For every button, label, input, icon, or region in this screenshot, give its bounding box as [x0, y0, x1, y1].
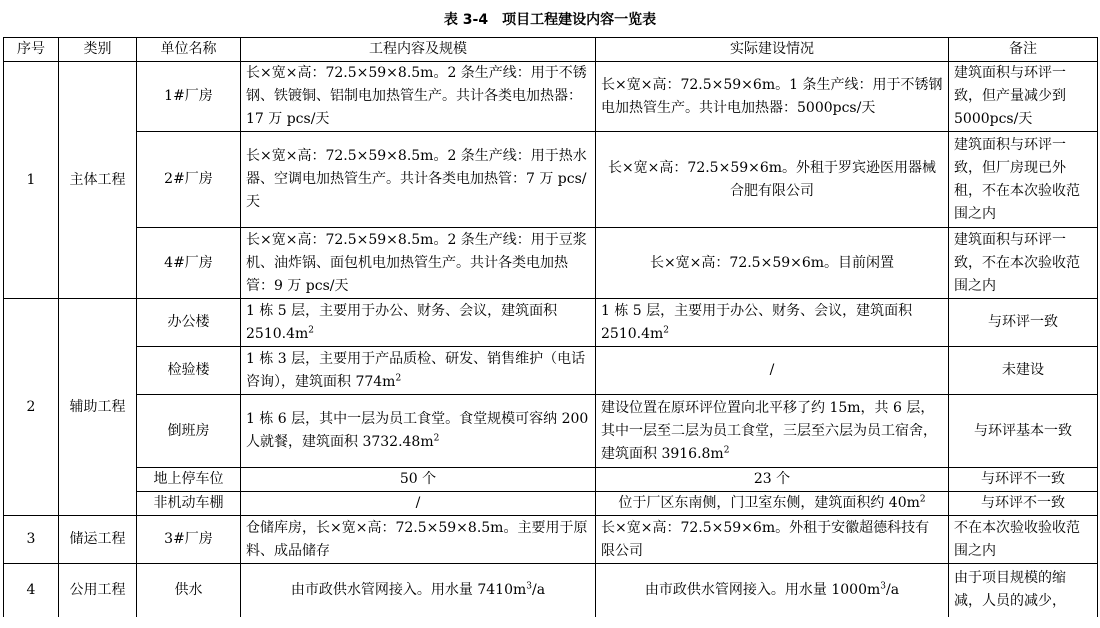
header-scope: 工程内容及规模: [241, 38, 596, 62]
table-row: [4, 468, 1098, 492]
actual-cell: 长×宽×高：72.5×59×6m。1 条生产线：用于不锈钢电加热管生产。共计电加热器：5000pcs/天: [596, 62, 949, 132]
group-category: 储运工程: [59, 516, 137, 564]
actual-text: 建设位置在原环评位置向北平移了约 15m，共 6 层，其中一层至二层为员工食堂，三层至六层为员工宿舍，建筑面积 3916.8m: [601, 399, 937, 462]
scope-cell: 长×宽×高：72.5×59×8.5m。2 条生产线：用于热水器、空调电加热管生产。共计各类电加热管：7 万 pcs/天: [241, 132, 596, 228]
scope-cell: 长×宽×高：72.5×59×8.5m。2 条生产线：用于不锈钢、铁镀铜、铝制电加热管生产。共计各类电加热器：17 万 pcs/天: [241, 62, 596, 132]
unit-name: 2#厂房: [137, 132, 241, 228]
table-row: [4, 62, 1098, 132]
remark-cell: 由于项目规模的缩减，人员的减少，: [949, 564, 1098, 617]
unit-name: 检验楼: [137, 347, 241, 395]
header-remark: 备注: [949, 38, 1098, 62]
actual-text: 由市政供水管网接入。用水量 1000m: [644, 581, 881, 598]
table-row: [4, 492, 1098, 516]
table-row: [4, 299, 1098, 347]
scope-cell: [241, 347, 596, 395]
remark-cell: 与环评一致: [949, 299, 1098, 347]
remark-cell: 建筑面积与环评一致，但产量减少到 5000pcs/天: [949, 62, 1098, 132]
table-title: 项目工程建设内容一览表: [502, 12, 657, 28]
group-no: 2: [4, 299, 59, 516]
actual-cell: [596, 492, 949, 516]
scope-cell: /: [241, 492, 596, 516]
actual-cell: [596, 564, 949, 617]
actual-cell: /: [596, 347, 949, 395]
scope-text: 1 栋 5 层，主要用于办公、财务、会议，建筑面积 2510.4m: [246, 302, 558, 342]
unit-superscript: 2: [433, 433, 440, 444]
unit-name: 办公楼: [137, 299, 241, 347]
actual-cell: [596, 395, 949, 468]
scope-cell: 仓储库房，长×宽×高：72.5×59×8.5m。主要用于原料、成品储存: [241, 516, 596, 564]
unit-name: 地上停车位: [137, 468, 241, 492]
unit-superscript: 2: [723, 444, 730, 455]
table-row: [4, 347, 1098, 395]
actual-cell: 长×宽×高：72.5×59×6m。外租于安徽超德科技有限公司: [596, 516, 949, 564]
scope-cell: 50 个: [241, 468, 596, 492]
group-no: 4: [4, 564, 59, 617]
remark-cell: 与环评基本一致: [949, 395, 1098, 468]
table-caption: [0, 0, 1100, 35]
construction-content-table: [3, 37, 1098, 617]
unit-superscript: 2: [395, 372, 402, 383]
group-category: 辅助工程: [59, 299, 137, 516]
remark-cell: 未建设: [949, 347, 1098, 395]
unit-superscript: 2: [919, 494, 926, 505]
actual-text: 1 栋 5 层，主要用于办公、财务、会议，建筑面积 2510.4m: [601, 302, 913, 342]
unit-superscript: 2: [308, 324, 314, 335]
header-unit: 单位名称: [137, 38, 241, 62]
actual-cell: 长×宽×高：72.5×59×6m。目前闲置: [596, 228, 949, 299]
table-row: [4, 516, 1098, 564]
actual-cell: 长×宽×高：72.5×59×6m。外租于罗宾逊医用器械合肥有限公司: [596, 132, 949, 228]
table-row: [4, 395, 1098, 468]
header-category: 类别: [59, 38, 137, 62]
unit-name: 3#厂房: [137, 516, 241, 564]
remark-cell: 与环评不一致: [949, 492, 1098, 516]
scope-cell: [241, 395, 596, 468]
remark-cell: 不在本次验收验收范围之内: [949, 516, 1098, 564]
group-category: 主体工程: [59, 62, 137, 299]
group-no: 1: [4, 62, 59, 299]
actual-text: 位于厂区东南侧，门卫室东侧，建筑面积约 40m: [618, 495, 920, 511]
header-no: 序号: [4, 38, 59, 62]
scope-cell: [241, 299, 596, 347]
table-row: [4, 228, 1098, 299]
scope-cell: [241, 564, 596, 617]
unit-name: 倒班房: [137, 395, 241, 468]
scope-text: 由市政供水管网接入。用水量 7410m: [290, 581, 527, 598]
table-row: [4, 132, 1098, 228]
unit-superscript: 3: [526, 581, 532, 592]
remark-cell: 与环评不一致: [949, 468, 1098, 492]
actual-unit-tail: /a: [886, 581, 900, 598]
scope-cell: 长×宽×高：72.5×59×8.5m。2 条生产线：用于豆浆机、油炸锅、面包机电加热管生产。共计各类电加热管：9 万 pcs/天: [241, 228, 596, 299]
header-row: [4, 38, 1098, 62]
scope-unit-tail: /a: [532, 581, 546, 598]
scope-text: 1 栋 6 层，其中一层为员工食堂。食堂规模可容纳 200 人就餐，建筑面积 3732.48m: [246, 411, 589, 450]
unit-superscript: 3: [880, 581, 886, 592]
unit-name: 供水: [137, 564, 241, 617]
unit-superscript: 2: [663, 324, 669, 335]
unit-name: 1#厂房: [137, 62, 241, 132]
scope-text: 1 栋 3 层，主要用于产品质检、研发、销售维护（电话咨询），建筑面积 774m: [246, 350, 586, 390]
remark-cell: 建筑面积与环评一致，但厂房现已外租，不在本次验收范围之内: [949, 132, 1098, 228]
remark-cell: 建筑面积与环评一致，不在本次验收范围之内: [949, 228, 1098, 299]
group-no: 3: [4, 516, 59, 564]
table-row: [4, 564, 1098, 617]
unit-name: 4#厂房: [137, 228, 241, 299]
group-category: 公用工程: [59, 564, 137, 617]
actual-cell: 23 个: [596, 468, 949, 492]
unit-name: 非机动车棚: [137, 492, 241, 516]
table-number: 表 3-4: [443, 12, 489, 28]
actual-cell: [596, 299, 949, 347]
header-actual: 实际建设情况: [596, 38, 949, 62]
